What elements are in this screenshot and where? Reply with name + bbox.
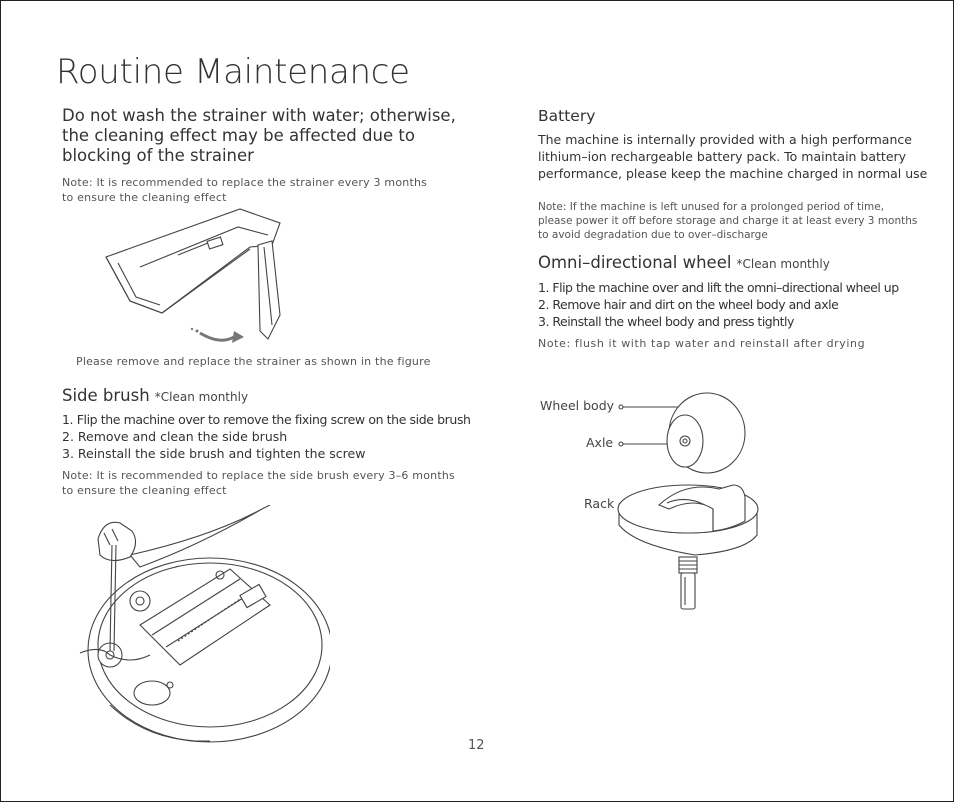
side-brush-illustration — [70, 505, 330, 745]
side-brush-tag: *Clean monthly — [154, 390, 249, 404]
omni-wheel-steps — [538, 279, 899, 330]
side-brush-steps — [62, 411, 471, 462]
omni-wheel-title — [538, 253, 830, 273]
rack-label: Rack — [584, 496, 615, 511]
side-brush-step: 1. Flip the machine over to remove the fixing screw on the side brush — [62, 412, 471, 427]
battery-body-line: performance, please keep the machine charged in normal use — [538, 166, 928, 181]
strainer-heading-line: blocking of the strainer — [62, 146, 254, 165]
battery-note-line: to avoid degradation due to over–discharge — [538, 229, 768, 241]
side-brush-heading: Side brush — [62, 386, 150, 405]
strainer-note — [62, 176, 427, 205]
battery-body — [538, 131, 927, 182]
battery-body-line: The machine is internally provided with a high performance — [538, 132, 912, 147]
strainer-illustration — [100, 205, 300, 350]
strainer-caption: Please remove and replace the strainer as shown in the figure — [76, 355, 431, 368]
battery-body-line: lithium–ion rechargeable battery pack. To maintain battery — [538, 149, 907, 164]
side-brush-note-line: to ensure the cleaning effect — [62, 483, 227, 497]
strainer-note-line: to ensure the cleaning effect — [62, 190, 227, 204]
axle-label: Axle — [586, 435, 614, 450]
battery-note-line: Note: If the machine is left unused for a prolonged period of time, — [538, 201, 885, 213]
omni-wheel-step: 1. Flip the machine over and lift the omni–directional wheel up — [538, 280, 899, 295]
wheel-body-label: Wheel body — [540, 398, 615, 413]
battery-note-line: please power it off before storage and charge it at least every 3 months — [538, 215, 918, 227]
side-brush-note-line: Note: It is recommended to replace the side brush every 3–6 months — [62, 469, 455, 482]
omni-wheel-step: 3. Reinstall the wheel body and press tightly — [538, 314, 794, 329]
page-number: 12 — [468, 738, 485, 753]
strainer-heading-line: Do not wash the strainer with water; otherwise, — [62, 106, 456, 125]
page-title: Routine Maintenance — [56, 52, 410, 92]
side-brush-step: 3. Reinstall the side brush and tighten the screw — [62, 446, 366, 461]
strainer-heading-line: the cleaning effect may be affected due to — [62, 126, 415, 145]
strainer-heading — [62, 106, 456, 166]
side-brush-title — [62, 386, 248, 406]
omni-wheel-heading: Omni–directional wheel — [538, 253, 732, 272]
omni-wheel-illustration — [615, 385, 775, 625]
omni-wheel-note: Note: flush it with tap water and reinstall after drying — [538, 337, 866, 350]
battery-note — [538, 200, 917, 242]
omni-wheel-step: 2. Remove hair and dirt on the wheel body and axle — [538, 297, 839, 312]
strainer-note-line: Note: It is recommended to replace the strainer every 3 months — [62, 176, 428, 189]
side-brush-step: 2. Remove and clean the side brush — [62, 429, 288, 444]
battery-heading: Battery — [538, 107, 596, 125]
side-brush-note — [62, 469, 455, 498]
omni-wheel-tag: *Clean monthly — [736, 257, 830, 271]
